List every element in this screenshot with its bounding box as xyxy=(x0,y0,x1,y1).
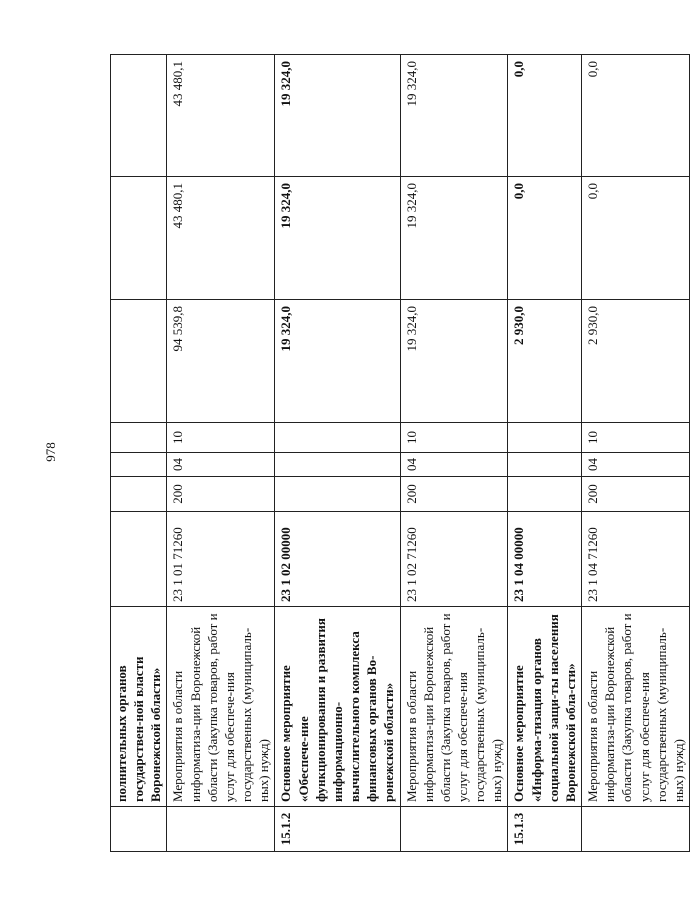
amount-year-2: 0,0 xyxy=(508,177,582,300)
section-code: 04 xyxy=(167,453,275,477)
row-number xyxy=(582,807,690,852)
section-code: 04 xyxy=(582,453,690,477)
item-name: Мероприятия в области информатиза-ции Воронежской области (Закупка товаров, работ и услуг для обеспече-ния государственных (муниципаль-ных) нужд) xyxy=(582,607,690,807)
section-code xyxy=(275,453,400,477)
target-code xyxy=(111,512,167,607)
amount-year-2 xyxy=(111,177,167,300)
subsection-code: 10 xyxy=(582,423,690,453)
expense-type: 200 xyxy=(400,477,508,512)
item-name: Мероприятия в области информатиза-ции Воронежской области (Закупка товаров, работ и услуг для обеспече-ния государственных (муниципаль-ных) нужд) xyxy=(400,607,508,807)
item-name: полнительных органов государствен-ной власти Воронежской области» xyxy=(111,607,167,807)
target-code: 23 1 02 00000 xyxy=(275,512,400,607)
item-name: Основное мероприятие «Обеспече-ние функционирования и развития информационно-вычислительного комплекса финансовых органов Во-ронежской области» xyxy=(275,607,400,807)
expense-type xyxy=(275,477,400,512)
item-name: Основное мероприятие «Информа-тизация органов социальной защи-ты населения Воронежской обла-сти» xyxy=(508,607,582,807)
expense-type xyxy=(111,477,167,512)
amount-year-3 xyxy=(111,55,167,177)
table-row xyxy=(111,55,167,852)
budget-table xyxy=(110,54,690,852)
amount-year-2: 19 324,0 xyxy=(400,177,508,300)
section-code xyxy=(111,453,167,477)
row-number xyxy=(167,807,275,852)
target-code: 23 1 04 00000 xyxy=(508,512,582,607)
page-number: 978 xyxy=(43,442,58,462)
row-number xyxy=(400,807,508,852)
section-code xyxy=(508,453,582,477)
table-body xyxy=(111,55,690,852)
row-number: 15.1.3 xyxy=(508,807,582,852)
amount-year-1: 19 324,0 xyxy=(275,300,400,423)
amount-year-3: 19 324,0 xyxy=(400,55,508,177)
table-row xyxy=(508,55,582,852)
subsection-code xyxy=(111,423,167,453)
table-row xyxy=(582,55,690,852)
amount-year-2: 19 324,0 xyxy=(275,177,400,300)
amount-year-3: 0,0 xyxy=(582,55,690,177)
expense-type: 200 xyxy=(582,477,690,512)
table-row xyxy=(167,55,275,852)
amount-year-1: 2 930,0 xyxy=(582,300,690,423)
target-code: 23 1 01 71260 xyxy=(167,512,275,607)
table-row xyxy=(400,55,508,852)
amount-year-3: 0,0 xyxy=(508,55,582,177)
expense-type xyxy=(508,477,582,512)
budget-table-rotated xyxy=(110,55,686,852)
subsection-code xyxy=(508,423,582,453)
table-row xyxy=(275,55,400,852)
amount-year-1 xyxy=(111,300,167,423)
section-code: 04 xyxy=(400,453,508,477)
amount-year-3: 43 480,1 xyxy=(167,55,275,177)
subsection-code: 10 xyxy=(167,423,275,453)
row-number xyxy=(111,807,167,852)
amount-year-3: 19 324,0 xyxy=(275,55,400,177)
expense-type: 200 xyxy=(167,477,275,512)
subsection-code: 10 xyxy=(400,423,508,453)
amount-year-2: 43 480,1 xyxy=(167,177,275,300)
amount-year-2: 0,0 xyxy=(582,177,690,300)
target-code: 23 1 04 71260 xyxy=(582,512,690,607)
amount-year-1: 2 930,0 xyxy=(508,300,582,423)
amount-year-1: 94 539,8 xyxy=(167,300,275,423)
row-number: 15.1.2 xyxy=(275,807,400,852)
subsection-code xyxy=(275,423,400,453)
item-name: Мероприятия в области информатиза-ции Воронежской области (Закупка товаров, работ и услуг для обеспече-ния государственных (муниципаль-ных) нужд) xyxy=(167,607,275,807)
target-code: 23 1 02 71260 xyxy=(400,512,508,607)
amount-year-1: 19 324,0 xyxy=(400,300,508,423)
